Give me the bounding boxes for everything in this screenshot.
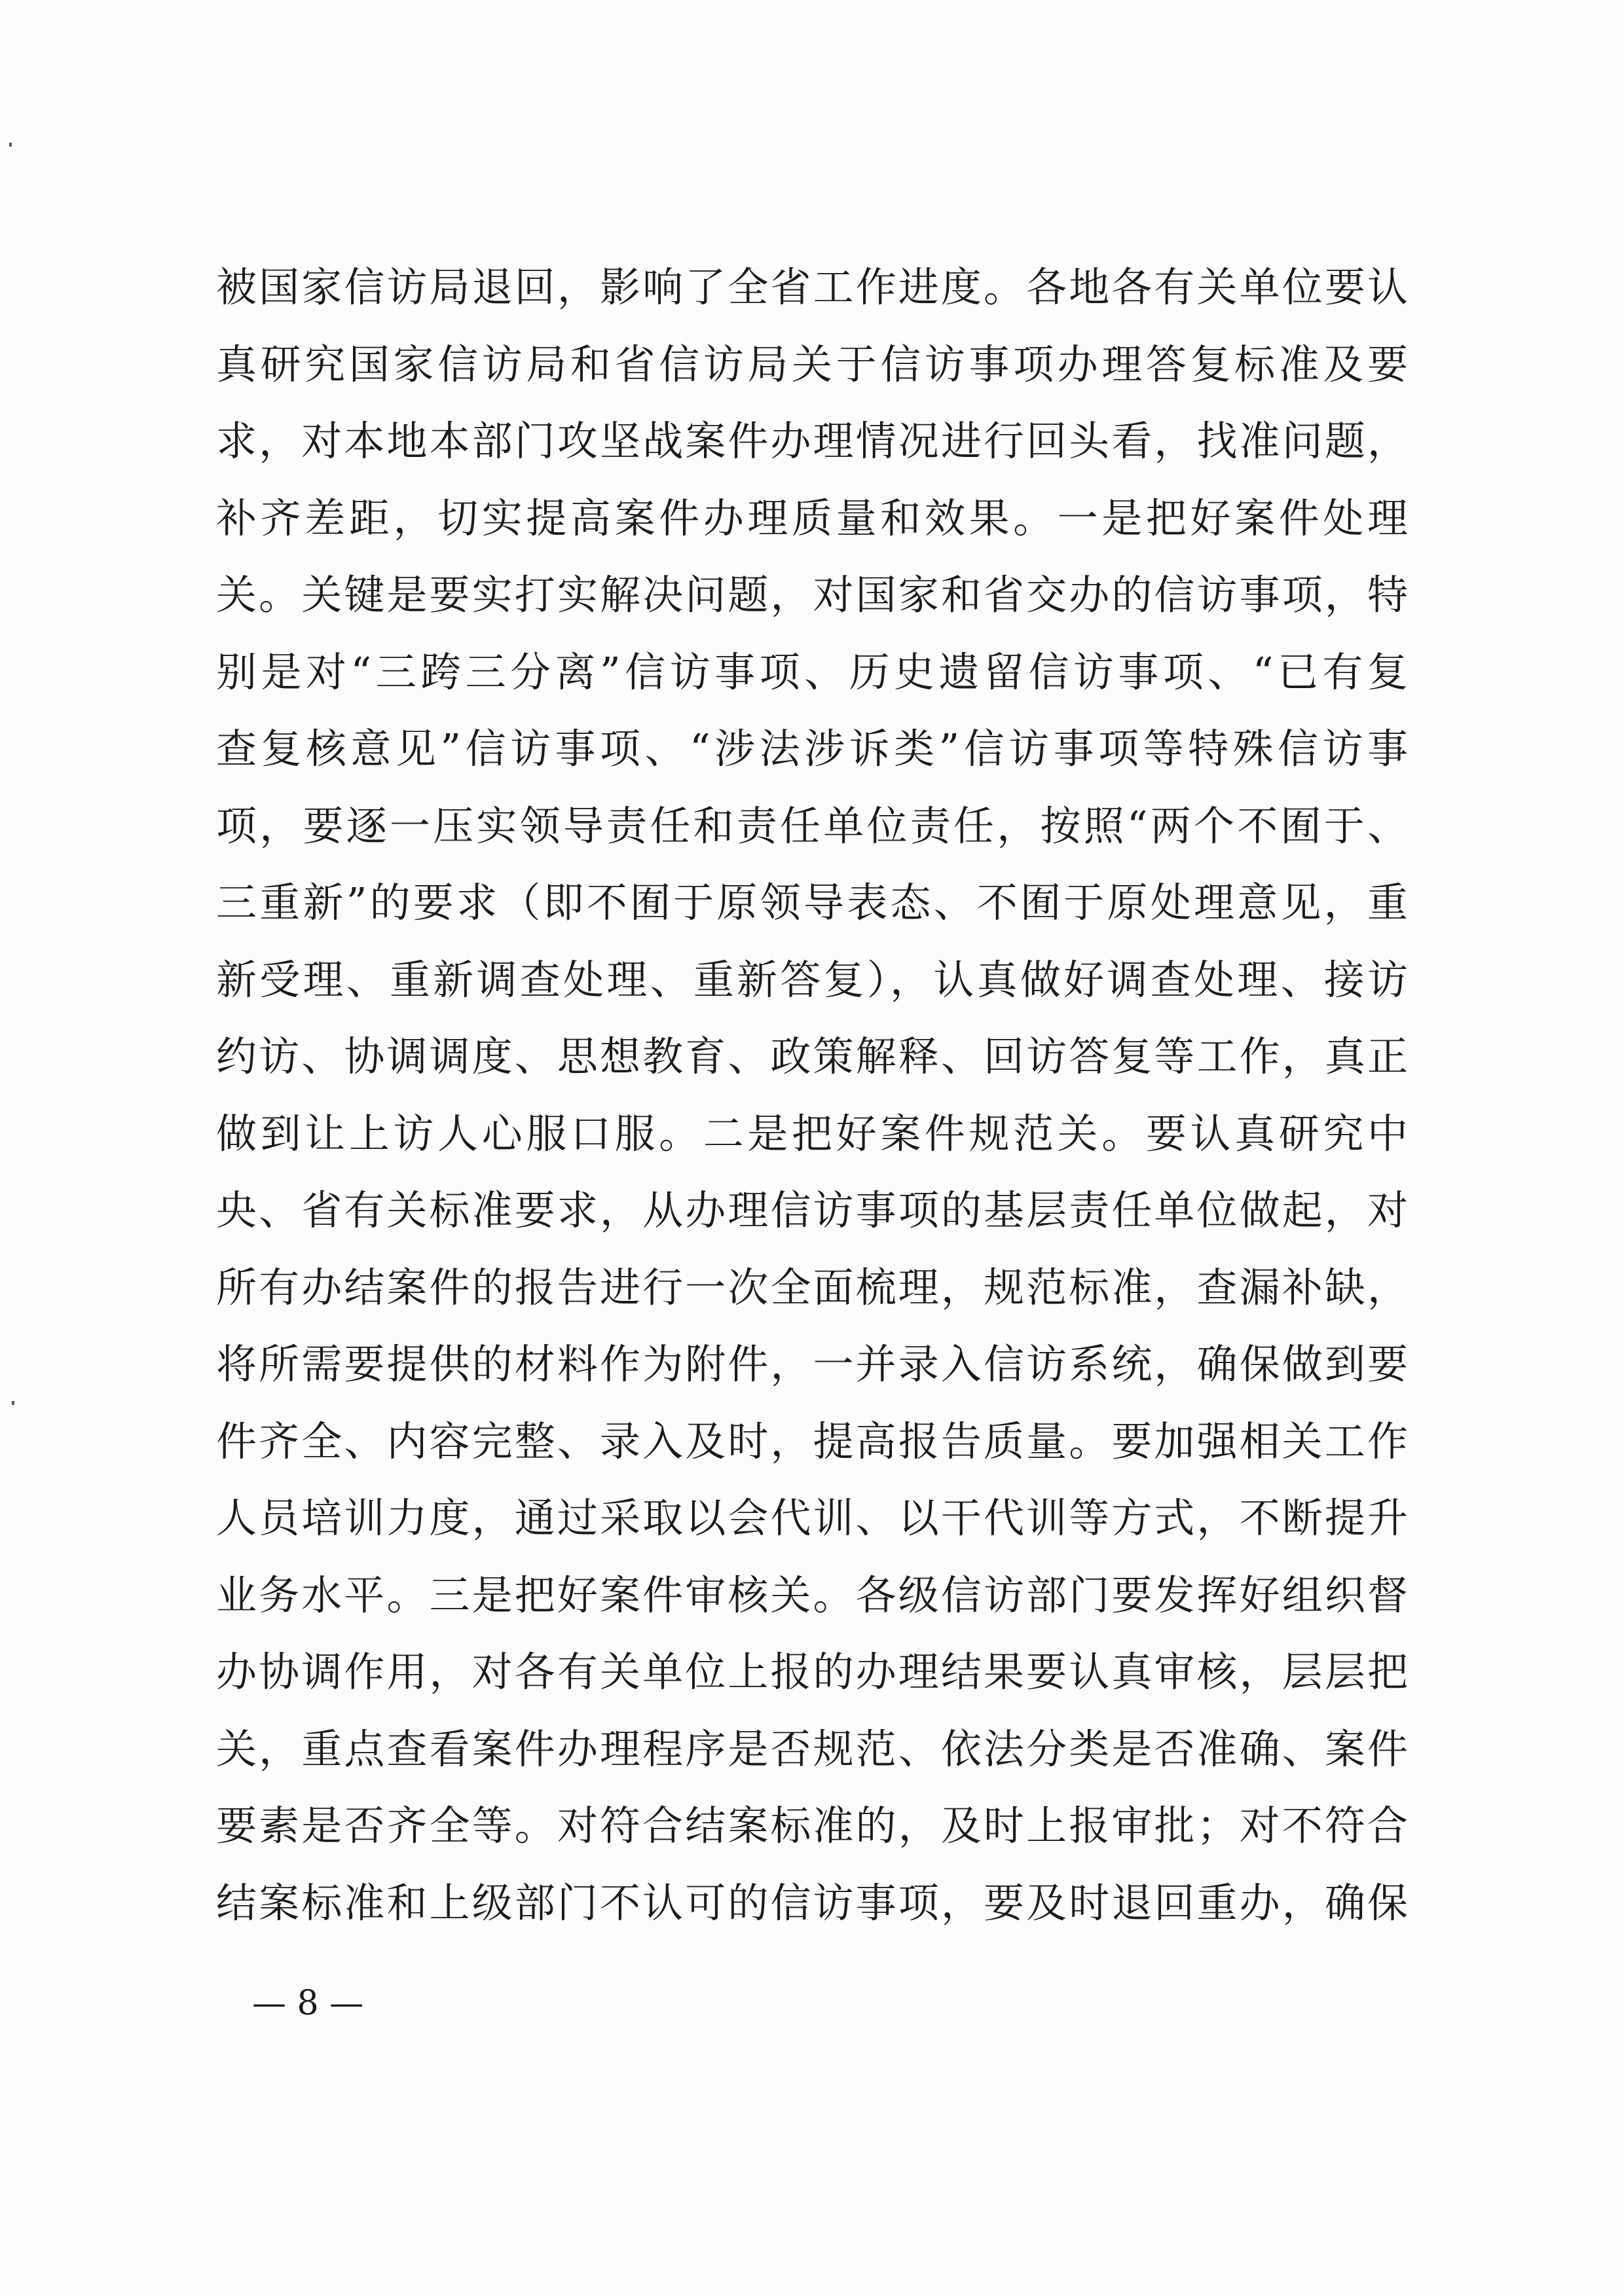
text-line: 将所需要提供的材料作为附件，一并录入信访系统，确保做到要 [216,1340,1408,1388]
body-text [216,249,1408,1941]
text-line: 被国家信访局退回，影响了全省工作进度。各地各有关单位要认 [216,263,1408,311]
text-line: 人员培训力度，通过采取以会代训、以干代训等方式，不断提升 [216,1494,1408,1542]
text-line: 关。关键是要实打实解决问题，对国家和省交办的信访事项，特 [216,571,1408,619]
text-line: 查复核意见”信访事项、“涉法涉诉类”信访事项等特殊信访事 [216,725,1408,773]
text-line: 要素是否齐全等。对符合结案标准的，及时上报审批；对不符合 [216,1802,1408,1850]
text-line: 件齐全、内容完整、录入及时，提高报告质量。要加强相关工作 [216,1417,1408,1465]
text-line: 所有办结案件的报告进行一次全面梳理，规范标准，查漏补缺， [216,1263,1408,1311]
scan-speck [12,1401,14,1405]
text-line: 做到让上访人心服口服。二是把好案件规范关。要认真研究中 [216,1109,1408,1157]
text-line: 真研究国家信访局和省信访局关于信访事项办理答复标准及要 [216,340,1408,388]
text-line: 项，要逐一压实领导责任和责任单位责任，按照“两个不囿于、 [216,801,1408,850]
page-number: — 8 — [252,1984,364,2023]
text-line: 补齐差距，切实提高案件办理质量和效果。一是把好案件处理 [216,494,1408,542]
text-line: 新受理、重新调查处理、重新答复），认真做好调查处理、接访 [216,955,1408,1004]
text-line: 约访、协调调度、思想教育、政策解释、回访答复等工作，真正 [216,1032,1408,1080]
text-line: 别是对“三跨三分离”信访事项、历史遗留信访事项、“已有复 [216,647,1408,696]
text-line: 关，重点查看案件办理程序是否规范、依法分类是否准确、案件 [216,1724,1408,1773]
text-line: 办协调作用，对各有关单位上报的办理结果要认真审核，层层把 [216,1648,1408,1696]
text-line: 业务水平。三是把好案件审核关。各级信访部门要发挥好组织督 [216,1571,1408,1619]
text-line: 求，对本地本部门攻坚战案件办理情况进行回头看，找准问题， [216,417,1408,465]
text-line: 三重新”的要求（即不囿于原领导表态、不囿于原处理意见，重 [216,879,1408,926]
scan-speck [9,143,12,147]
text-line: 央、省有关标准要求，从办理信访事项的基层责任单位做起，对 [216,1186,1408,1234]
text-line: 结案标准和上级部门不认可的信访事项，要及时退回重办，确保 [216,1878,1408,1927]
